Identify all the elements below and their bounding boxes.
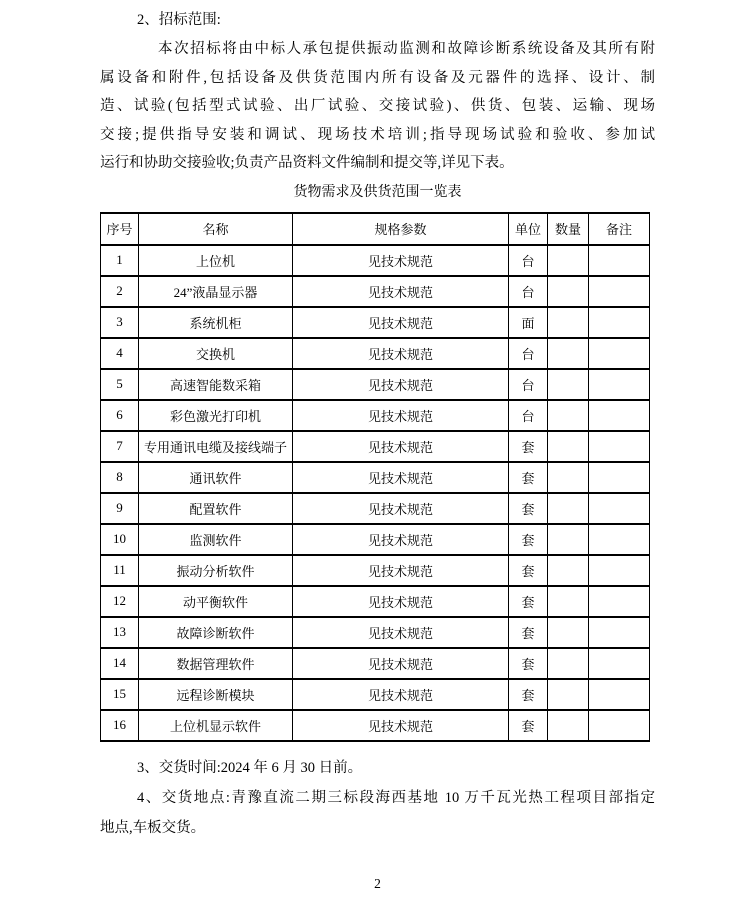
table-cell: [548, 338, 589, 369]
table-cell: 台: [509, 245, 548, 276]
table-cell: 系统机柜: [139, 307, 293, 338]
table-row: [101, 586, 650, 617]
table-cell: 套: [509, 493, 548, 524]
table-cell: 9: [101, 493, 139, 524]
table-cell: [548, 307, 589, 338]
table-cell: 监测软件: [139, 524, 293, 555]
table-cell: 见技术规范: [293, 586, 509, 617]
section-2-paragraph: [100, 35, 655, 178]
table-cell: 7: [101, 431, 139, 462]
table-cell: [589, 710, 650, 741]
table-cell: 24”液晶显示器: [139, 276, 293, 307]
column-header: 序号: [101, 213, 139, 245]
table-cell: 8: [101, 462, 139, 493]
table-cell: [548, 586, 589, 617]
table-cell: 2: [101, 276, 139, 307]
paragraph-line: 地点,车板交货。: [100, 819, 206, 836]
column-header: 备注: [589, 213, 650, 245]
table-cell: 1: [101, 245, 139, 276]
table-cell: 见技术规范: [293, 400, 509, 431]
column-header: 名称: [139, 213, 293, 245]
table-cell: [589, 431, 650, 462]
table-cell: 见技术规范: [293, 276, 509, 307]
column-header: 规格参数: [293, 213, 509, 245]
column-header: 数量: [548, 213, 589, 245]
table-cell: [589, 493, 650, 524]
table-cell: 见技术规范: [293, 462, 509, 493]
page-number: 2: [374, 876, 381, 891]
paragraph-line: 属设备和附件,包括设备及供货范围内所有设备及元器件的选择、设计、制: [100, 69, 655, 86]
table-cell: [548, 555, 589, 586]
table-cell: 套: [509, 617, 548, 648]
table-cell: 见技术规范: [293, 555, 509, 586]
table-cell: 配置软件: [139, 493, 293, 524]
table-row: [101, 493, 650, 524]
table-cell: [589, 679, 650, 710]
table-cell: [548, 679, 589, 710]
paragraph-line: 造、试验(包括型式试验、出厂试验、交接试验)、供货、包装、运输、现场: [100, 98, 655, 114]
table-cell: 台: [509, 338, 548, 369]
table-cell: 上位机: [139, 245, 293, 276]
table-cell: [589, 369, 650, 400]
table-row: [101, 245, 650, 276]
table-row: [101, 617, 650, 648]
table-cell: 数据管理软件: [139, 648, 293, 679]
table-cell: 见技术规范: [293, 679, 509, 710]
table-row: [101, 338, 650, 369]
table-cell: 动平衡软件: [139, 586, 293, 617]
paragraph-line: 交接;提供指导安装和调试、现场技术培训;指导现场试验和验收、参加试: [100, 126, 655, 143]
table-cell: [548, 462, 589, 493]
table-cell: [589, 307, 650, 338]
goods-table-title: 货物需求及供货范围一览表: [293, 184, 462, 200]
section-2-heading: 2、招标范围:: [137, 12, 221, 28]
paragraph-line: 运行和协助交接验收;负责产品资料文件编制和提交等,详见下表。: [100, 155, 514, 171]
table-cell: 套: [509, 648, 548, 679]
table-cell: 见技术规范: [293, 307, 509, 338]
table-cell: 套: [509, 555, 548, 586]
table-cell: [548, 276, 589, 307]
table-row: [101, 400, 650, 431]
table-cell: [589, 617, 650, 648]
table-cell: [548, 245, 589, 276]
table-cell: [548, 617, 589, 648]
table-cell: 面: [509, 307, 548, 338]
table-cell: 见技术规范: [293, 493, 509, 524]
table-header-row: [101, 213, 650, 245]
column-header: 单位: [509, 213, 548, 245]
table-cell: 套: [509, 431, 548, 462]
paragraph-line: 4、交货地点:青豫直流二期三标段海西基地 10 万千瓦光热工程项目部指定: [137, 789, 655, 806]
table-row: [101, 307, 650, 338]
table-cell: 套: [509, 679, 548, 710]
table-row: [101, 524, 650, 555]
table-cell: 13: [101, 617, 139, 648]
table-row: [101, 462, 650, 493]
table-cell: 见技术规范: [293, 710, 509, 741]
table-cell: 套: [509, 586, 548, 617]
table-cell: 16: [101, 710, 139, 741]
table-cell: [589, 400, 650, 431]
table-cell: 台: [509, 400, 548, 431]
table-cell: [548, 648, 589, 679]
table-cell: 故障诊断软件: [139, 617, 293, 648]
table-cell: 11: [101, 555, 139, 586]
table-cell: 12: [101, 586, 139, 617]
table-cell: 见技术规范: [293, 245, 509, 276]
table-cell: 14: [101, 648, 139, 679]
table-row: [101, 431, 650, 462]
table-cell: [589, 648, 650, 679]
table-cell: [589, 586, 650, 617]
table-cell: [589, 462, 650, 493]
section-3-text: 3、交货时间:2024 年 6 月 30 日前。: [137, 759, 363, 776]
table-cell: 见技术规范: [293, 524, 509, 555]
table-cell: 套: [509, 462, 548, 493]
table-cell: 彩色激光打印机: [139, 400, 293, 431]
table-row: [101, 679, 650, 710]
table-cell: 台: [509, 276, 548, 307]
table-cell: [589, 245, 650, 276]
table-cell: 振动分析软件: [139, 555, 293, 586]
table-cell: 套: [509, 524, 548, 555]
table-row: [101, 276, 650, 307]
table-cell: [548, 524, 589, 555]
table-row: [101, 710, 650, 741]
section-4-paragraph: [100, 783, 655, 843]
table-cell: 套: [509, 710, 548, 741]
table-cell: 高速智能数采箱: [139, 369, 293, 400]
table-cell: 10: [101, 524, 139, 555]
table-cell: [589, 555, 650, 586]
table-row: [101, 369, 650, 400]
table-cell: 见技术规范: [293, 648, 509, 679]
table-cell: 见技术规范: [293, 338, 509, 369]
table-cell: [548, 431, 589, 462]
table-cell: 台: [509, 369, 548, 400]
table-cell: 3: [101, 307, 139, 338]
table-cell: [548, 493, 589, 524]
table-cell: 上位机显示软件: [139, 710, 293, 741]
table-cell: 见技术规范: [293, 617, 509, 648]
paragraph-line: 本次招标将由中标人承包提供振动监测和故障诊断系统设备及其所有附: [158, 41, 655, 57]
table-cell: 见技术规范: [293, 369, 509, 400]
table-cell: [589, 276, 650, 307]
table-cell: 远程诊断模块: [139, 679, 293, 710]
table-cell: 15: [101, 679, 139, 710]
table-cell: [548, 400, 589, 431]
table-cell: 交换机: [139, 338, 293, 369]
table-cell: 5: [101, 369, 139, 400]
table-cell: 4: [101, 338, 139, 369]
table-cell: 见技术规范: [293, 431, 509, 462]
table-row: [101, 648, 650, 679]
table-cell: [548, 369, 589, 400]
table-cell: [589, 524, 650, 555]
table-cell: 通讯软件: [139, 462, 293, 493]
table-cell: 专用通讯电缆及接线端子: [139, 431, 293, 462]
table-cell: [589, 338, 650, 369]
table-cell: 6: [101, 400, 139, 431]
table-cell: [548, 710, 589, 741]
table-row: [101, 555, 650, 586]
goods-table: [100, 212, 650, 742]
